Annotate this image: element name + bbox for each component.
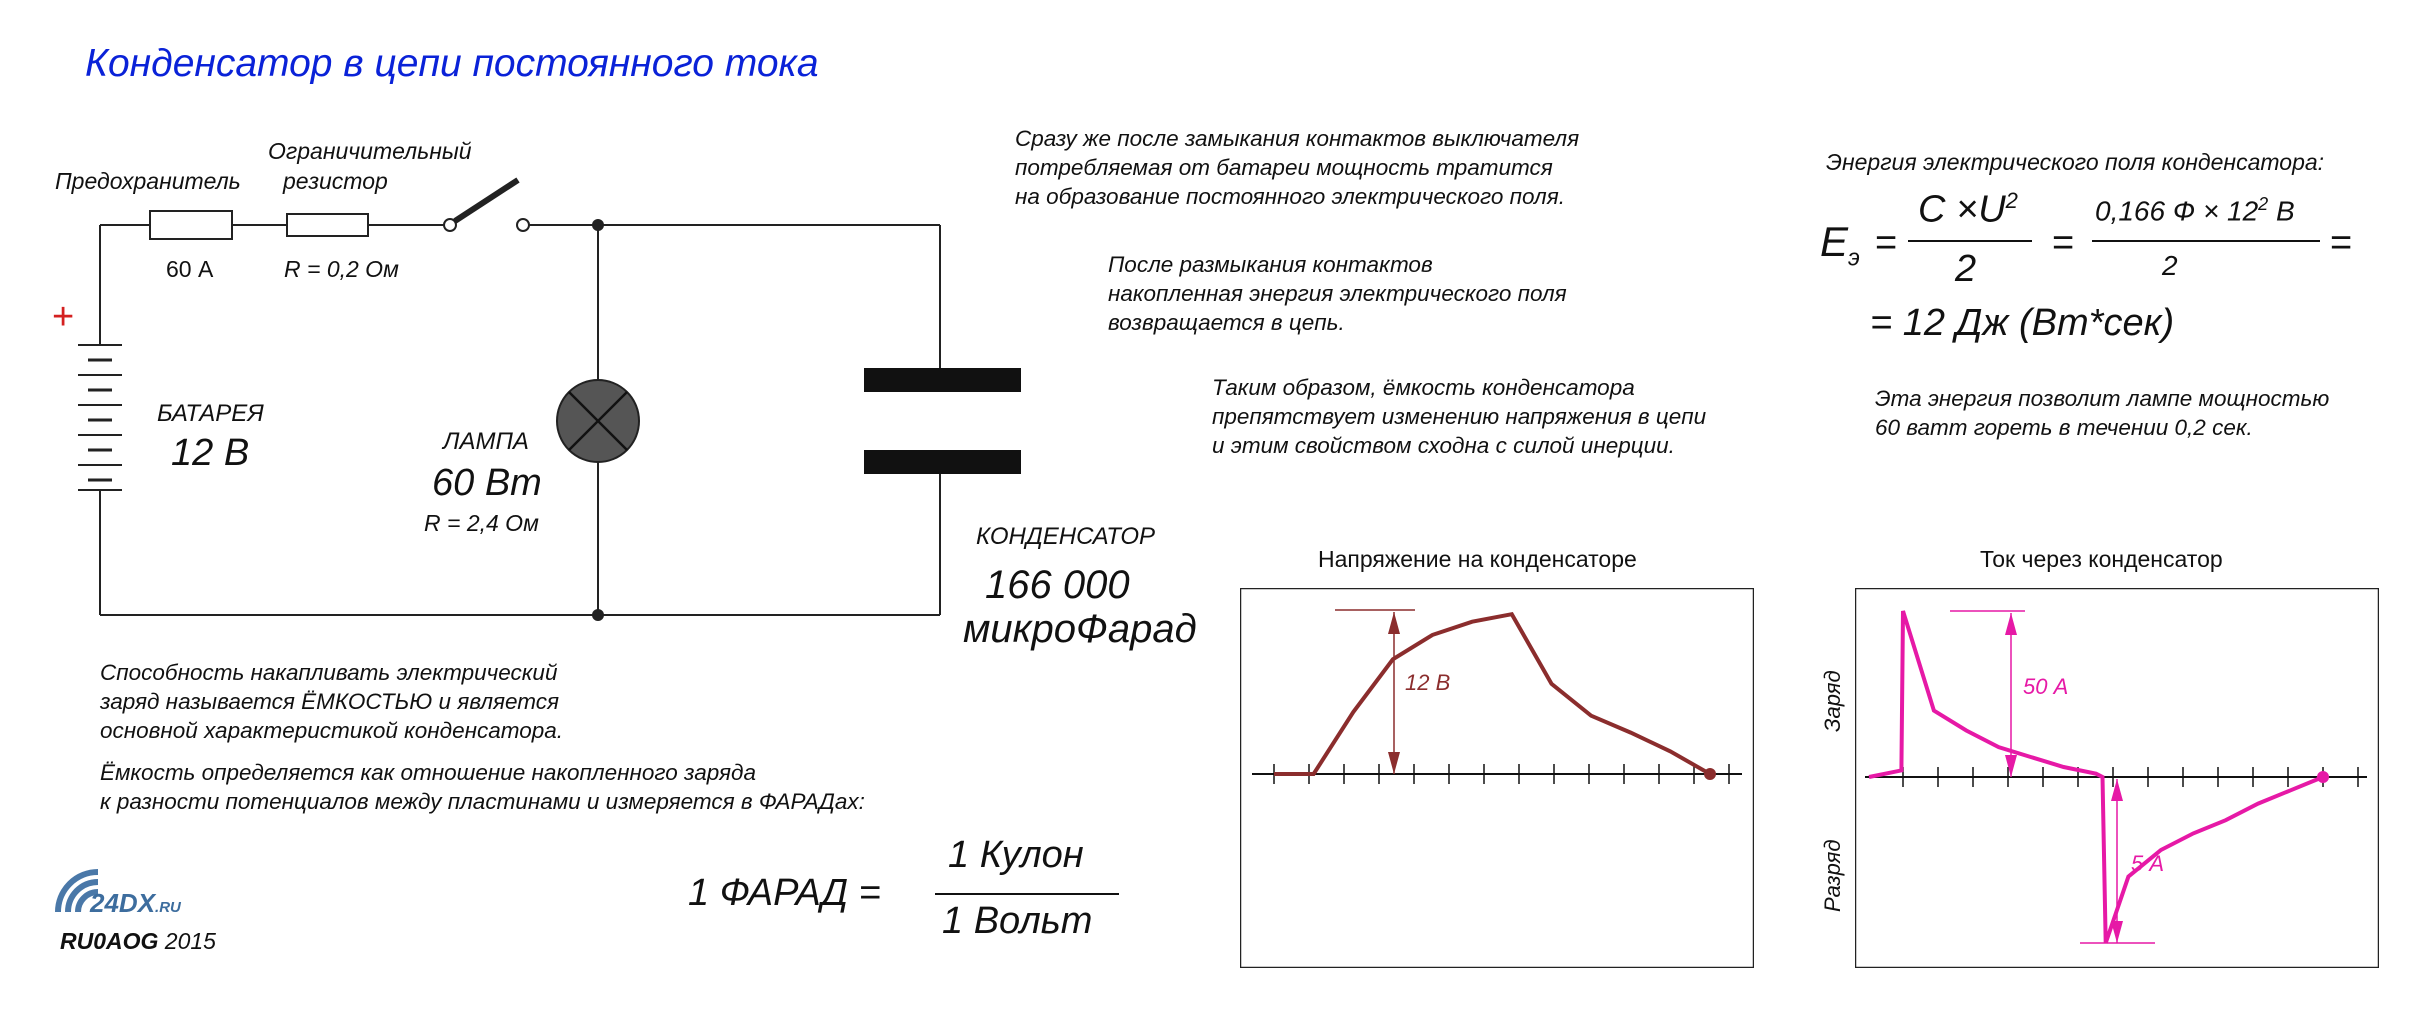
lamp-symbol — [557, 380, 639, 462]
current-chart-title: Ток через конденсатор — [1980, 546, 2223, 572]
formula-result: = 12 Дж (Вт*сек) — [1870, 302, 2175, 344]
formula-fraction-bar — [1908, 240, 2032, 242]
voltage-chart — [1240, 588, 1754, 968]
voltage-chart-title: Напряжение на конденсаторе — [1318, 546, 1637, 572]
fuse-value: 60 А — [166, 256, 214, 282]
current-chart — [1855, 588, 2379, 968]
capacitor-plate-bottom — [864, 450, 1021, 474]
junction-dot — [592, 609, 604, 621]
battery-label: БАТАРЕЯ — [157, 400, 264, 427]
fuse-symbol — [150, 211, 232, 239]
formula-eq3: = — [2330, 222, 2353, 264]
closing-text: Сразу же после замыкания контактов выключателя потребляемая от батареи мощность тратится на образование постоянного электрического поля. — [1015, 126, 1580, 209]
fuse-label: Предохранитель — [55, 168, 241, 194]
battery-plus-sign: + — [52, 296, 75, 338]
logo-text: 24DX.RU — [90, 888, 181, 918]
switch-contact — [444, 219, 456, 231]
lamp-resistance: R = 2,4 Ом — [424, 510, 539, 536]
lamp-power: 60 Вт — [432, 462, 542, 504]
capacitor-unit: микроФарад — [963, 607, 1197, 651]
resistor-label-line1: Ограничительный — [268, 138, 472, 164]
formula-eq1: = — [1875, 222, 1898, 264]
formula-den2: 2 — [2162, 250, 2178, 281]
lamp-label: ЛАМПА — [443, 428, 529, 455]
battery-value: 12 В — [171, 432, 250, 474]
inertia-text: Таким образом, ёмкость конденсатора препятствует изменению напряжения в цепи и этим свойством сходна с силой инерции. — [1212, 375, 1707, 458]
capacity-text: Способность накапливать электрический заряд называется ЁМКОСТЬЮ и является основной характеристикой конденсатора. — [100, 660, 564, 743]
junction-dot — [592, 219, 604, 231]
current-annotation-top: 50 А — [2023, 674, 2069, 699]
energy-note: Эта энергия позволит лампе мощностью 60 ватт гореть в течении 0,2 сек. — [1875, 386, 2330, 440]
formula-E: $E_э$ — [1820, 218, 1860, 272]
energy-title: Энергия электрического поля конденсатора: — [1826, 149, 2325, 175]
switch-contact — [517, 219, 529, 231]
farad-numerator: 1 Кулон — [948, 834, 1084, 876]
farad-fraction-bar — [935, 893, 1119, 895]
resistor-symbol — [287, 214, 368, 236]
voltage-annotation: 12 В — [1405, 670, 1451, 695]
formula-num2: 0,166 $Ф \times 12^2$ В — [2095, 194, 2295, 227]
farad-formula-lhs: 1 ФАРАД = — [688, 872, 881, 914]
capacitor-plate-top — [864, 368, 1021, 392]
farad-definition: Ёмкость определяется как отношение накопленного заряда к разности потенциалов между пластинами и измеряется в ФАРАДах: — [100, 760, 865, 814]
chart-frame — [1241, 589, 1754, 968]
capacitor-value: 166 000 — [985, 563, 1130, 607]
formula-den1: 2 — [1955, 248, 1977, 290]
capacitor-label: КОНДЕНСАТОР — [976, 523, 1156, 550]
switch-lever — [455, 180, 518, 221]
battery-symbol — [78, 345, 122, 490]
resistor-label-line2: резистор — [283, 168, 388, 194]
opening-text: После размыкания контактов накопленная энергия электрического поля возвращается в цепь. — [1108, 252, 1567, 335]
author-credit: RU0AOG 2015 — [60, 928, 216, 954]
current-annotation-bottom: 5 А — [2131, 851, 2165, 876]
farad-denominator: 1 Вольт — [942, 900, 1093, 942]
resistor-value: R = 0,2 Ом — [284, 256, 399, 282]
formula-fraction-bar — [2092, 240, 2320, 242]
page-title: Конденсатор в цепи постоянного тока — [85, 42, 819, 85]
formula-eq2: = — [2052, 222, 2075, 264]
formula-num1: $C \times U^2$ — [1918, 188, 2018, 231]
